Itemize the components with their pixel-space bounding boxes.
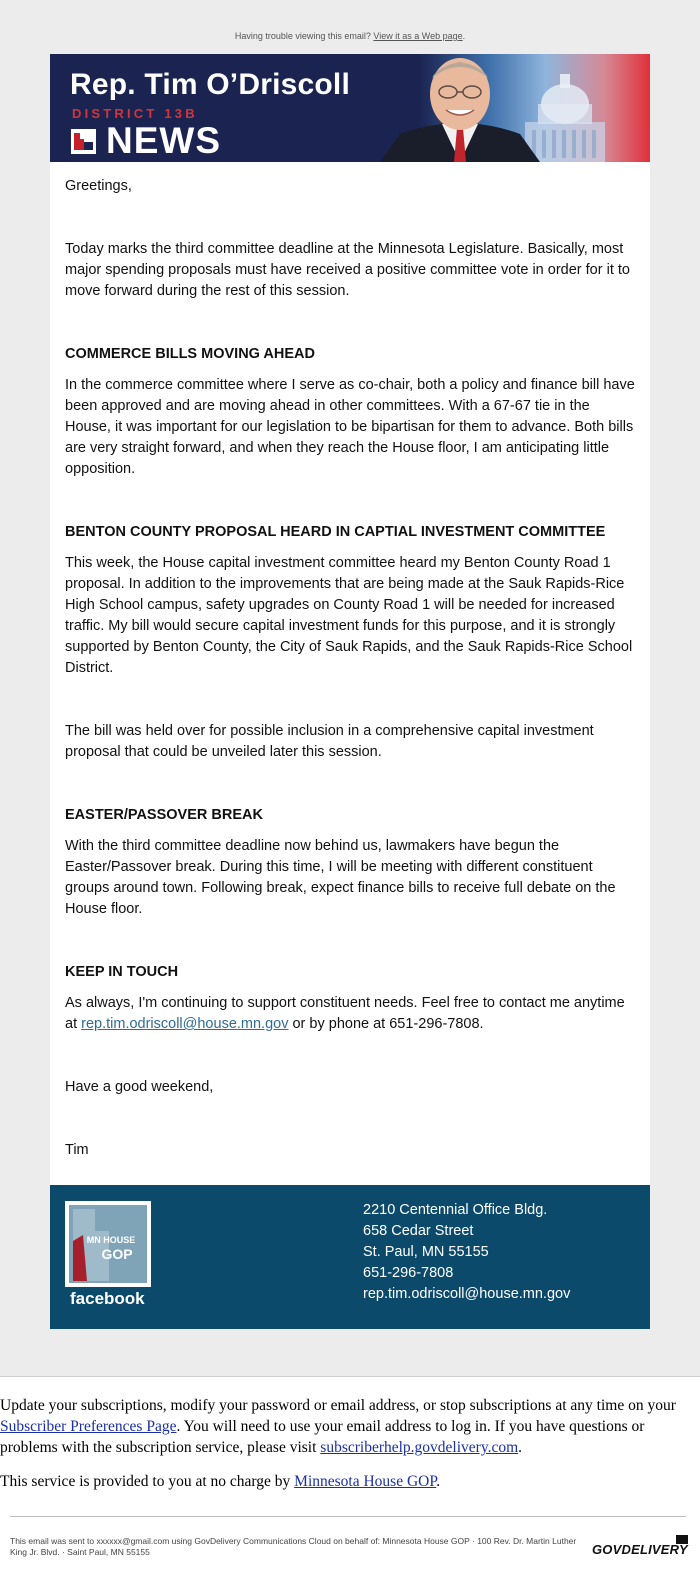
district-label: DISTRICT 13B bbox=[72, 106, 198, 121]
contact-footer bbox=[50, 1185, 650, 1329]
address-line-2: 658 Cedar Street bbox=[363, 1223, 474, 1239]
service-text: This service is provided to you at no charge by bbox=[0, 1473, 295, 1490]
greeting: Greetings, bbox=[65, 178, 132, 194]
contact-paragraph bbox=[65, 993, 635, 1035]
subscriber-preferences-link[interactable]: Subscriber Preferences Page bbox=[0, 1418, 177, 1435]
section-heading-contact: KEEP IN TOUCH bbox=[65, 964, 179, 980]
bottom-divider bbox=[10, 1516, 686, 1517]
footer-address bbox=[363, 1200, 570, 1305]
facebook-link[interactable]: facebook bbox=[70, 1289, 145, 1308]
gop-logo-icon bbox=[71, 129, 96, 154]
signature: Tim bbox=[65, 1142, 89, 1158]
preheader-suffix: . bbox=[462, 31, 466, 41]
contact-text-before: As always, I'm continuing to support constituent needs. Feel free to contact me anytime at bbox=[65, 995, 625, 1032]
preheader bbox=[0, 31, 700, 41]
legal-footer: This email was sent to xxxxxx@gmail.com using GovDelivery Communications Cloud on behalf of: Minnesota House GOP · 100 Rev. Dr. Martin Luther King Jr. Blvd. · Saint Paul, MN 55155 bbox=[10, 1536, 577, 1557]
contact-email-link[interactable]: rep.tim.odriscoll@house.mn.gov bbox=[81, 1016, 289, 1032]
section-paragraph-commerce: In the commerce committee where I serve as co-chair, both a policy and finance bill have been approved and are moving ahead in other committees. With a 67-67 tie in the House, it was important for our legislation to be bipartisan for them to advance. Both bills are very straight forward, and when they reach the House floor, I am anticipating little opposition. bbox=[65, 377, 635, 477]
address-line-1: 2210 Centennial Office Bldg. bbox=[363, 1202, 548, 1218]
subscription-paragraph bbox=[0, 1377, 700, 1458]
representative-portrait bbox=[380, 54, 540, 162]
section-heading-commerce: COMMERCE BILLS MOVING AHEAD bbox=[65, 346, 315, 362]
subscriber-help-link[interactable]: subscriberhelp.govdelivery.com bbox=[320, 1439, 519, 1456]
section-paragraph-benton-2: The bill was held over for possible inclusion in a comprehensive capital investment proposal that could be unveiled later this session. bbox=[65, 723, 594, 760]
subscription-section bbox=[0, 1376, 700, 1557]
representative-name: Rep. Tim O’Driscoll bbox=[70, 68, 350, 101]
section-paragraph-benton-1: This week, the House capital investment committee heard my Benton County Road 1 proposal. In addition to the improvements that are being made at the Sauk Rapids-Rice High School campus, safety upgrades on County Road 1 will be needed for increased traffic. My bill would secure capital investment funds for this purpose, and it is strongly supported by Benton County, the City of Sauk Rapids, and the Sauk Rapids-Rice School District. bbox=[65, 555, 633, 676]
email-body bbox=[50, 162, 650, 1185]
contact-text-after: or by phone at 651-296-7808. bbox=[288, 1016, 484, 1032]
logo-gop-text: GOP bbox=[101, 1246, 133, 1262]
section-paragraph-easter: With the third committee deadline now behind us, lawmakers have begun the Easter/Passover break. During this time, I will be meeting with different constituent groups around town. Following break, expect finance bills to receive full debate on the House floor. bbox=[65, 838, 616, 917]
section-heading-easter: EASTER/PASSOVER BREAK bbox=[65, 807, 263, 823]
news-title: NEWS bbox=[106, 120, 221, 161]
section-heading-benton: BENTON COUNTY PROPOSAL HEARD IN CAPTIAL INVESTMENT COMMITTEE bbox=[65, 524, 606, 540]
intro-paragraph: Today marks the third committee deadline at the Minnesota Legislature. Basically, most major spending proposals must have received a positive committee vote in order for it to move forward during the rest of this session. bbox=[65, 241, 630, 299]
mn-house-gop-logo[interactable] bbox=[65, 1201, 151, 1287]
sub-text-2: . You will need to use your email address to log in. If you have questions or problems with the subscription service, please visit bbox=[0, 1418, 645, 1456]
footer-email[interactable]: rep.tim.odriscoll@house.mn.gov bbox=[363, 1286, 571, 1302]
service-paragraph bbox=[0, 1471, 700, 1492]
sub-text-1: Update your subscriptions, modify your password or email address, or stop subscriptions at any time on your bbox=[0, 1397, 676, 1414]
logo-mnhouse-text: MN HOUSE bbox=[86, 1235, 136, 1245]
govdelivery-logo[interactable]: GOVDELIVERY bbox=[592, 1542, 688, 1557]
service-text-end: . bbox=[436, 1473, 441, 1490]
header-banner bbox=[50, 54, 650, 162]
footer-phone: 651-296-7808 bbox=[363, 1265, 454, 1281]
closing: Have a good weekend, bbox=[65, 1079, 214, 1095]
minnesota-house-gop-link[interactable]: Minnesota House GOP bbox=[294, 1473, 437, 1490]
email-card bbox=[50, 54, 650, 1329]
address-line-3: St. Paul, MN 55155 bbox=[363, 1244, 489, 1260]
sub-text-3: . bbox=[518, 1439, 523, 1456]
preheader-text: Having trouble viewing this email? bbox=[234, 31, 371, 41]
web-version-link[interactable]: View it as a Web page bbox=[373, 31, 463, 41]
